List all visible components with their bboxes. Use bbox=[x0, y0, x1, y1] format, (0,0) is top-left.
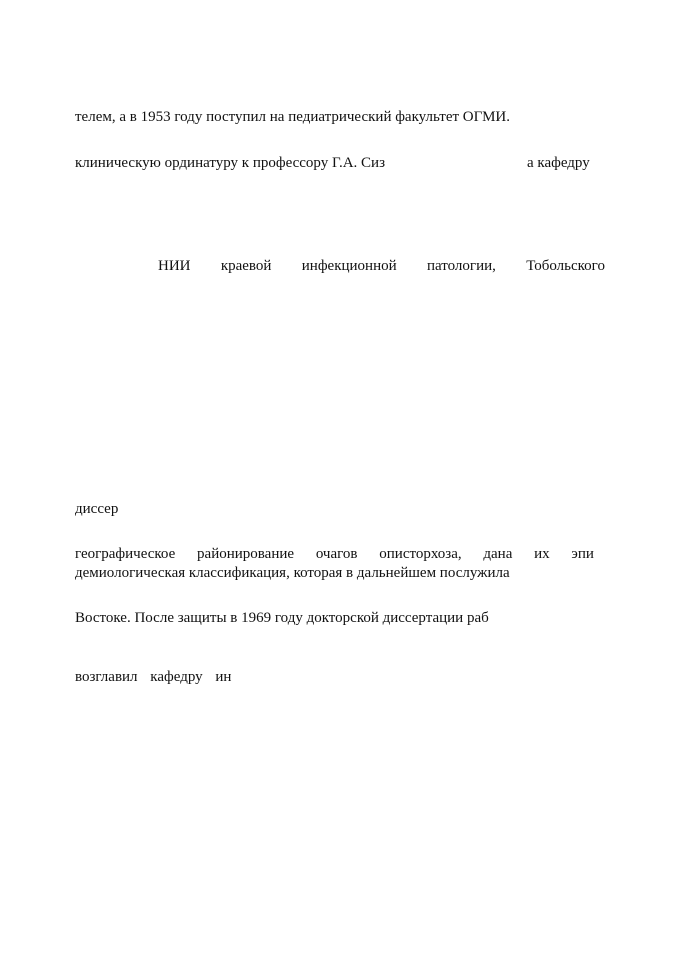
word: очагов bbox=[315, 546, 358, 562]
word: Тобольского bbox=[526, 258, 605, 274]
text-line-6: демиологическая классификация, которая в дальнейшем послужила bbox=[75, 565, 510, 581]
word: возглавил bbox=[75, 669, 138, 685]
word: кафедру bbox=[150, 669, 203, 685]
word: описторхоза, bbox=[379, 546, 462, 562]
word: инфекционной bbox=[301, 258, 397, 274]
word: эпи bbox=[571, 546, 594, 562]
word: краевой bbox=[220, 258, 272, 274]
text-line-8 bbox=[75, 669, 231, 686]
text-line-2b: а кафедру bbox=[527, 155, 590, 171]
text-line-3 bbox=[158, 258, 605, 275]
text-line-1: телем, а в 1953 году поступил на педиатрический факультет ОГМИ. bbox=[75, 109, 511, 125]
text-line-4: диссер bbox=[75, 501, 119, 517]
word: ин bbox=[215, 669, 232, 685]
word: их bbox=[534, 546, 550, 562]
word: НИИ bbox=[158, 258, 191, 274]
text-line-7: Востоке. После защиты в 1969 году докторской диссертации раб bbox=[75, 610, 489, 626]
word: патологии, bbox=[426, 258, 496, 274]
text-line-2a: клиническую ординатуру к профессору Г.А. Сиз bbox=[75, 155, 385, 171]
text-line-5 bbox=[75, 546, 594, 563]
word: районирование bbox=[197, 546, 295, 562]
word: дана bbox=[483, 546, 513, 562]
word: географическое bbox=[75, 546, 176, 562]
